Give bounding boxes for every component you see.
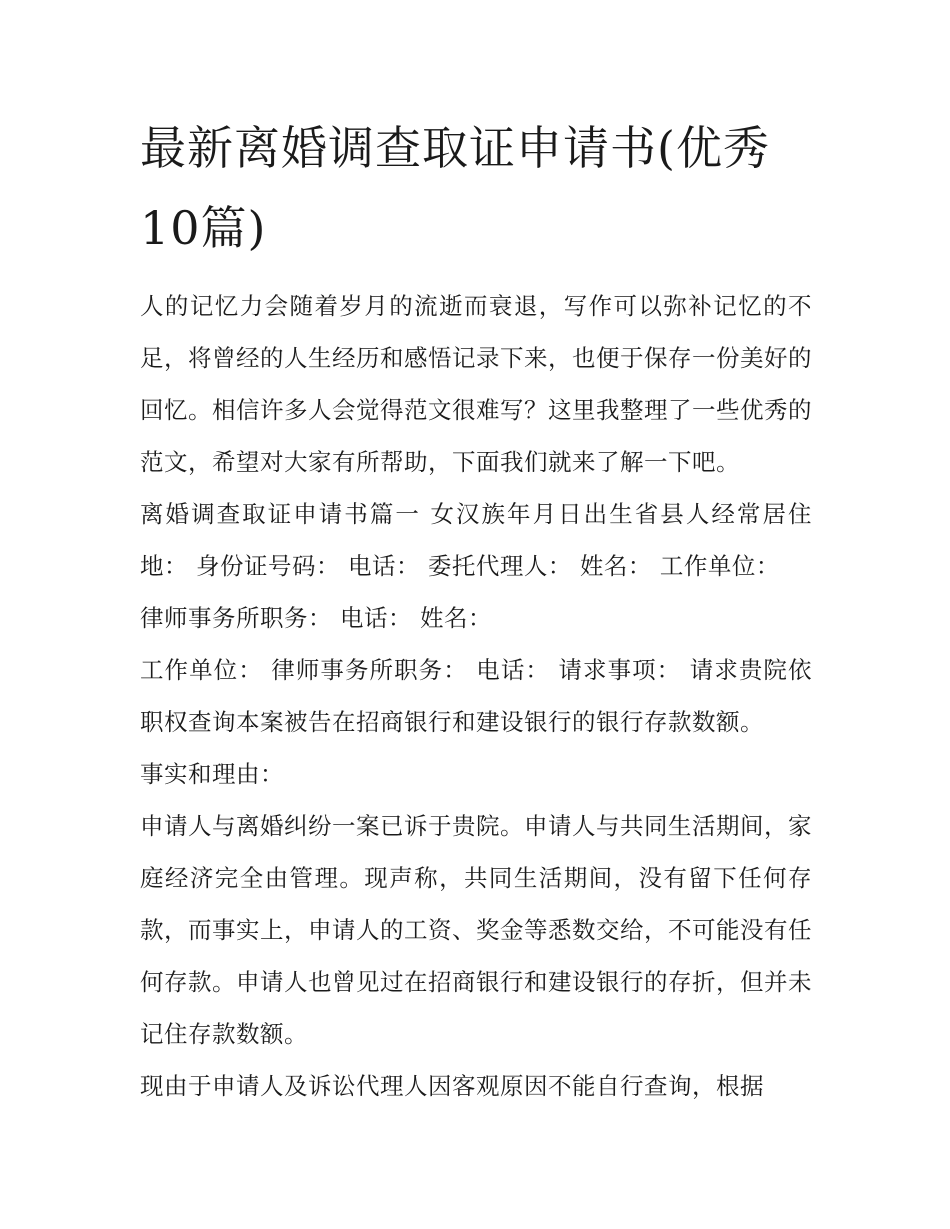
- agent-info-paragraph: 律师事务所职务： 电话： 姓名：: [140, 604, 492, 632]
- reason-paragraph: 现由于申请人及诉讼代理人因客观原因不能自行查询，根据: [140, 1072, 764, 1100]
- facts-paragraph: 申请人与离婚纠纷一案已诉于贵院。申请人与共同生活期间，家庭经济完全由管理。现声称，共同生活期间，没有留下任何存款，而事实上，申请人的工资、奖金等悉数交给，不可能没有任何存款。申请人也曾见过在招商银行和建设银行的存折，但并未记住存款数额。: [140, 812, 812, 1048]
- request-paragraph: 工作单位： 律师事务所职务： 电话： 请求事项： 请求贵院依职权查询本案被告在招商银行和建设银行的银行存款数额。: [140, 656, 812, 736]
- document-title: 最新离婚调查取证申请书(优秀10篇): [140, 121, 770, 255]
- applicant-info-paragraph: 离婚调查取证申请书篇一 女汉族年月日出生省县人经常居住地： 身份证号码： 电话： 委托代理人： 姓名： 工作单位：: [140, 500, 812, 580]
- facts-heading: 事实和理由：: [140, 760, 284, 788]
- document-page: [140, 108, 812, 1112]
- intro-paragraph: 人的记忆力会随着岁月的流逝而衰退，写作可以弥补记忆的不足，将曾经的人生经历和感悟记录下来，也便于保存一份美好的回忆。相信许多人会觉得范文很难写？这里我整理了一些优秀的范文，希望对大家有所帮助，下面我们就来了解一下吧。: [140, 292, 812, 476]
